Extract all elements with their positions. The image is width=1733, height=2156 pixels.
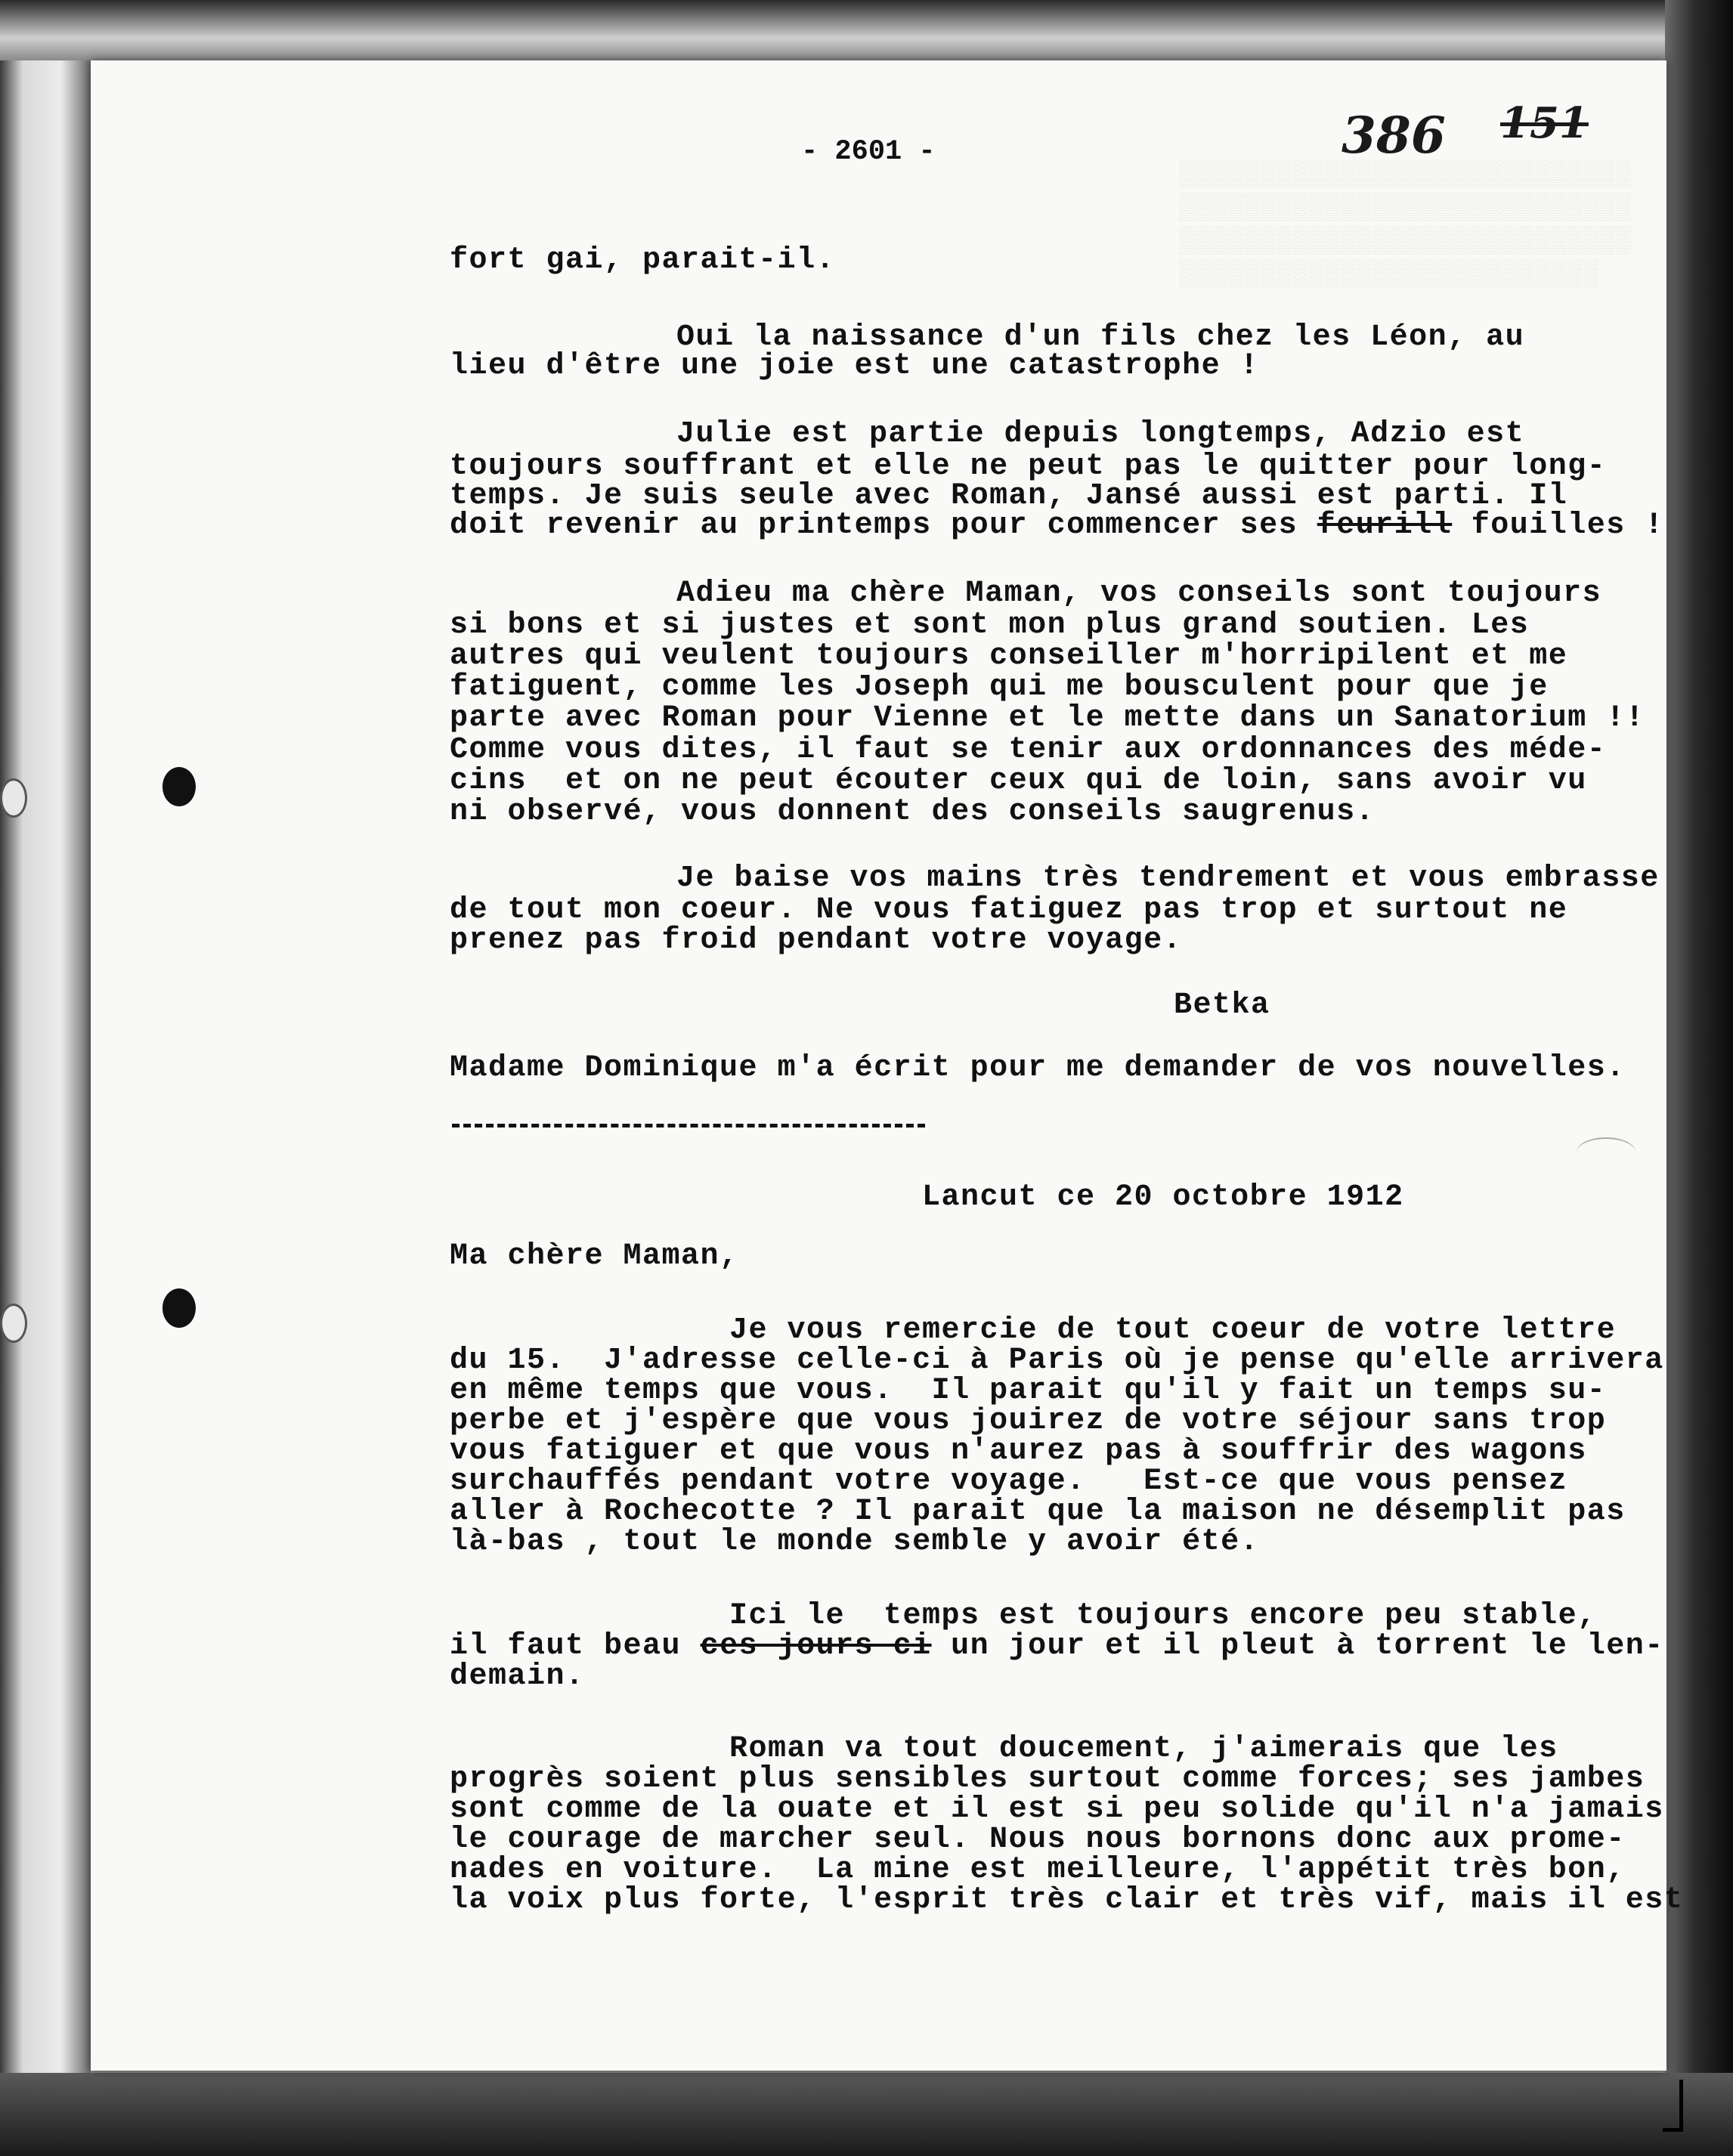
letter2-line-8: là-bas , tout le monde semble y avoir été. [450, 1525, 1260, 1559]
letter1-line-6: temps. Je suis seule avec Roman, Jansé aussi est parti. Il [450, 479, 1568, 513]
letter2-line-17: la voix plus forte, l'esprit très clair et très vif, mais il est [450, 1883, 1684, 1917]
letter1-line-4: Julie est partie depuis longtemps, Adzio est [676, 417, 1525, 451]
bleed-through: ▒▒▒▒▒▒▒▒▒▒▒▒▒▒▒▒▒▒▒▒▒▒▒▒▒▒▒▒ ▒▒▒▒▒▒▒▒▒▒▒▒▒▒▒▒▒▒▒▒▒▒▒▒▒▒▒▒ ▒▒▒▒▒▒▒▒▒▒▒▒▒▒▒▒▒▒▒▒▒▒▒▒▒▒▒▒ ▒▒▒▒▒▒▒▒▒▒▒▒▒▒▒▒▒▒▒▒▒▒▒▒▒▒ [1179, 161, 1632, 289]
letter2-line-5: vous fatiguer et que vous n'aurez pas à souffrir des wagons [450, 1434, 1587, 1468]
letter1-line-7-text: doit revenir au printemps pour commencer ses [450, 509, 1298, 543]
letter2-line-16: nades en voiture. La mine est meilleure, l'appétit très bon, [450, 1853, 1626, 1887]
letter1-line-17: de tout mon coeur. Ne vous fatiguez pas trop et surtout ne [450, 893, 1568, 927]
letter2-line-10-start: il faut beau [450, 1629, 682, 1663]
letter2-line-7: aller à Rochecotte ? Il parait que la maison ne désemplit pas [450, 1495, 1626, 1529]
letter1-line-7-end: fouilles ! [1471, 509, 1664, 543]
letter2-line-15: le courage de marcher seul. Nous nous bornons donc aux prome- [450, 1823, 1626, 1857]
letter1-line-5: toujours souffrant et elle ne peut pas le quitter pour long- [450, 450, 1607, 484]
letter2-line-3: en même temps que vous. Il parait qu'il y fait un temps su- [450, 1374, 1607, 1408]
letter1-line-10: autres qui veulent toujours conseiller m'horripilent et me [450, 639, 1568, 673]
punch-hole-top [162, 767, 196, 806]
letter1-line-13: Comme vous dites, il faut se tenir aux ordonnances des méde- [450, 733, 1607, 767]
struck-phrase: ces jours ci [700, 1629, 932, 1663]
scan-border-bottom [0, 2073, 1733, 2156]
punch-hole-bottom [162, 1288, 196, 1328]
letter2-line-10-end: un jour et il pleut à torrent le len- [951, 1629, 1664, 1663]
letter1-line-9: si bons et si justes et sont mon plus grand soutien. Les [450, 608, 1530, 642]
letter1-line-1: fort gai, parait-il. [450, 243, 836, 277]
edge-ring-bottom [0, 1304, 27, 1343]
letter1-line-12: parte avec Roman pour Vienne et le mette dans un Sanatorium !! [450, 701, 1645, 735]
struck-word: feurill [1317, 509, 1453, 543]
signature: Betka [1174, 988, 1270, 1022]
edge-ring-top [0, 778, 27, 818]
letter2-line-10 [450, 1629, 1664, 1664]
letter1-line-14: cins et on ne peut écouter ceux qui de loin, sans avoir vu [450, 764, 1587, 798]
folio-number-crossed: 151 [1500, 98, 1589, 148]
letter2-line-1: Je vous remercie de tout coeur de votre lettre [729, 1313, 1617, 1347]
letter2-line-11: demain. [450, 1660, 585, 1694]
corner-bracket-mark [1663, 2080, 1683, 2132]
folio-number: 386 [1342, 106, 1446, 165]
letter2-line-2: du 15. J'adresse celle-ci à Paris où je pense qu'elle arrivera [450, 1344, 1664, 1378]
letter2-line-14: sont comme de la ouate et il est si peu solide qu'il n'a jamais [450, 1793, 1664, 1827]
pencil-mark [1576, 1137, 1636, 1169]
letter1-line-11: fatiguent, comme les Joseph qui me bousculent pour que je [450, 670, 1549, 704]
letter2-line-12: Roman va tout doucement, j'aimerais que les [729, 1732, 1558, 1766]
letter2-line-6: surchauffés pendant votre voyage. Est-ce que vous pensez [450, 1465, 1568, 1499]
separator-line [452, 1124, 925, 1127]
letter1-line-16: Je baise vos mains très tendrement et vous embrasse [676, 861, 1660, 895]
letter1-line-15: ni observé, vous donnent des conseils saugrenus. [450, 795, 1376, 829]
letter1-line-8: Adieu ma chère Maman, vos conseils sont toujours [676, 577, 1602, 611]
letter1-line-2: Oui la naissance d'un fils chez les Léon, au [676, 320, 1525, 354]
letter2-line-9: Ici le temps est toujours encore peu stable, [729, 1599, 1597, 1633]
page-number: - 2601 - [801, 136, 936, 168]
letter1-line-7 [450, 509, 1664, 543]
scan-border-top [0, 0, 1733, 60]
letter1-line-3: lieu d'être une joie est une catastrophe ! [450, 349, 1260, 383]
postscript: Madame Dominique m'a écrit pour me demander de vos nouvelles. [450, 1051, 1626, 1085]
letter2-date: Lancut ce 20 octobre 1912 [922, 1180, 1404, 1214]
letter2-line-13: progrès soient plus sensibles surtout comme forces; ses jambes [450, 1762, 1645, 1796]
letter2-line-4: perbe et j'espère que vous jouirez de votre séjour sans trop [450, 1404, 1607, 1438]
scan-border-right [1665, 0, 1733, 2156]
letter2-salutation: Ma chère Maman, [450, 1239, 739, 1273]
scan-border-left [0, 0, 91, 2156]
letter1-line-18: prenez pas froid pendant votre voyage. [450, 923, 1183, 957]
